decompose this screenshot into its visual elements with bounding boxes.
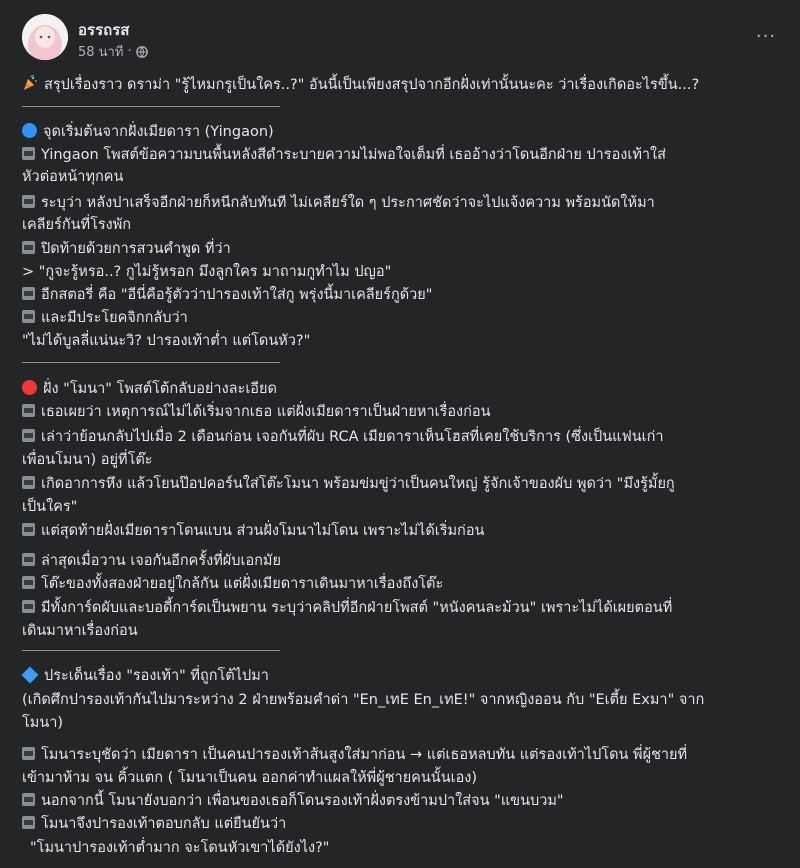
section1-title: [22, 121, 274, 143]
section2-text-2a: เล่าว่าย้อนกลับไปเมื่อ 2 เดือนก่อน เจอกันที่ผับ RCA เมียดาราเห็นโฮสที่เคยใช้บริการ (ซึ่งเป็นแฟนเก่า: [41, 429, 664, 445]
section2-bullet-2: [22, 426, 664, 448]
author-avatar[interactable]: [22, 14, 68, 60]
globe-icon: [136, 46, 148, 58]
section2-text-6: โต๊ะของทั้งสองฝ่ายอยู่ใกล้กัน แต่ฝั่งเมียดาราเดินมาหาเรื่องถึงโต๊ะ: [41, 576, 444, 592]
post-meta: [78, 41, 148, 62]
section1-title-text: จุดเริ่มต้นจากฝั่งเมียดารา (Yingaon): [43, 124, 274, 140]
section1-bullet-3: [22, 238, 231, 260]
author-name[interactable]: อรรถรส: [78, 21, 130, 39]
section1-bullet-1: [22, 144, 666, 166]
square-bullet-icon: [22, 600, 35, 613]
section3-title-text: ประเด็นเรื่อง "รองเท้า" ที่ถูกโต้ไปมา: [44, 668, 269, 684]
divider-1: [22, 106, 280, 107]
section3-line-1: (เกิดศึกปารองเท้ากันไปมาระหว่าง 2 ฝ่ายพร้อมคำด่า "En_เทE En_เทE!" จากหญิงออน กับ "Eเตี้ย Exมา" จาก: [22, 692, 705, 708]
red-circle-icon: [22, 380, 37, 395]
section3-bullet-1: [22, 744, 687, 766]
square-bullet-icon: [22, 553, 35, 566]
section2-bullet-5: [22, 550, 281, 572]
blue-diamond-icon: [22, 667, 39, 684]
party-popper-icon: [22, 75, 38, 91]
section3-title: [22, 665, 269, 687]
section3-quote: "โมนาปารองเท้าต่ำมาก จะโดนหัวเขาได้ยังไง?": [30, 840, 330, 856]
square-bullet-icon: [22, 310, 35, 323]
section2-bullet-2b: เพื่อนโมนา) อยู่ที่โต๊ะ: [22, 452, 153, 468]
section3-text-3: นอกจากนี้ โมนายังบอกว่า เพื่อนของเธอก็โดนรองเท้าฝั่งตรงข้ามปาใส่จน "แขนบวม": [41, 793, 564, 809]
square-bullet-icon: [22, 147, 35, 160]
square-bullet-icon: [22, 747, 35, 760]
section2-bullet-6: [22, 573, 443, 595]
meta-separator: ·: [127, 44, 132, 59]
section3-line-1b: โมนา): [22, 715, 64, 731]
square-bullet-icon: [22, 195, 35, 208]
square-bullet-icon: [22, 476, 35, 489]
post-time[interactable]: 58 นาที: [78, 45, 124, 60]
square-bullet-icon: [22, 404, 35, 417]
section2-text-4: แต่สุดท้ายฝั่งเมียดาราโดนแบน ส่วนฝั่งโมนาไม่โดน เพราะไม่ได้เริ่มก่อน: [41, 523, 485, 539]
section3-text-2a: โมนาระบุชัดว่า เมียดารา เป็นคนปารองเท้าส้นสูงใส่มาก่อน → แต่เธอหลบทัน แต่รองเท้าไปโดน พี่ผู้ชายที่: [41, 747, 688, 763]
square-bullet-icon: [22, 523, 35, 536]
section2-bullet-3b: เป็นใคร": [22, 499, 78, 515]
more-options-button[interactable]: ···: [755, 25, 777, 47]
post-header: [22, 14, 792, 64]
section2-text-7a: มีทั้งการ์ดผับและบอดี้การ์ดเป็นพยาน ระบุว่าคลิปที่อีกฝ่ายโพสต์ "หนังคนละม้วน" เพราะไม่ได้เผยตอนที่: [41, 600, 673, 616]
intro-text: สรุปเรื่องราว ดราม่า "รู้ไหมกรูเป็นใคร..?" อันนี้เป็นเพียงสรุปจากอีกฝั่งเท่านั้นนะคะ ว่าเรื่องเกิดอะไรขึ้น...?: [44, 77, 700, 93]
blue-circle-icon: [22, 123, 37, 138]
section2-text-5: ล่าสุดเมื่อวาน เจอกันอีกครั้งที่ผับเอกมัย: [41, 553, 281, 569]
section2-bullet-3: [22, 473, 675, 495]
square-bullet-icon: [22, 793, 35, 806]
divider-2: [22, 362, 280, 363]
section2-text-3a: เกิดอาการหึง แล้วโยนป๊อปคอร์นใส่โต๊ะโมนา พร้อมข่มขู่ว่าเป็นคนใหญ่ รู้จักเจ้าของผับ พูดว่า "มึงรู้มั้ยกู: [41, 476, 675, 492]
section1-quote-1: > "กูจะรู้หรอ..? กูไม่รู้หรอก มึงลูกใคร มาถามกูทำไม ปญอ": [22, 264, 392, 280]
square-bullet-icon: [22, 429, 35, 442]
section1-text-3: ปิดท้ายด้วยการสวนคำพูด ที่ว่า: [41, 241, 231, 257]
section2-title: [22, 378, 277, 400]
section1-quote-2: "ไม่ได้บูลลี่แน่นะวิ? ปารองเท้าต่ำ แต่โดนหัว?": [22, 333, 311, 349]
section1-bullet-2: [22, 192, 655, 214]
section3-bullet-1b: เข้ามาห้าม จน คิ้วแตก ( โมนาเป็นคน ออกค่าทำแผลให้พี่ผู้ชายคนนั้นเอง): [22, 770, 478, 786]
section1-text-5: อีกสตอรี่ คือ "อีนี่คือรู้ตัวว่าปารองเท้าใส่กู พรุ่งนี้มาเคลียร์กูด้วย": [41, 287, 433, 303]
square-bullet-icon: [22, 287, 35, 300]
section2-bullet-4: [22, 520, 484, 542]
section1-text-1a: Yingaon โพสต์ข้อความบนพื้นหลังสีดำระบายความไม่พอใจเต็มที่ เธออ้างว่าโดนอีกฝ่าย ปารองเท้าใส่: [41, 147, 666, 163]
section1-bullet-1b: หัวต่อหน้าทุกคน: [22, 169, 124, 185]
section2-title-text: ฝั่ง "โมนา" โพสต์โต้กลับอย่างละเอียด: [43, 381, 277, 397]
section2-bullet-1: [22, 401, 491, 423]
section3-text-4: โมนาจึงปารองเท้าตอบกลับ แต่ยืนยันว่า: [41, 816, 287, 832]
section3-bullet-3: [22, 813, 286, 835]
section1-bullet-5: [22, 307, 188, 329]
square-bullet-icon: [22, 241, 35, 254]
section1-bullet-2b: เคลียร์กันที่โรงพัก: [22, 217, 132, 233]
section2-bullet-7b: เดินมาหาเรื่องก่อน: [22, 623, 138, 639]
section3-bullet-2: [22, 790, 564, 812]
avatar-image: [22, 14, 68, 60]
section1-text-2a: ระบุว่า หลังปาเสร็จอีกฝ่ายก็หนีกลับทันที ไม่เคลียร์ใด ๆ ประกาศชัดว่าจะไปแจ้งความ พร้อมนัดให้มา: [41, 195, 655, 211]
intro-line: [22, 74, 699, 96]
square-bullet-icon: [22, 816, 35, 829]
section2-text-1: เธอเผยว่า เหตุการณ์ไม่ได้เริ่มจากเธอ แต่ฝั่งเมียดาราเป็นฝ่ายหาเรื่องก่อน: [41, 404, 491, 420]
section1-bullet-4: [22, 284, 432, 306]
divider-3: [22, 650, 280, 651]
section2-bullet-7: [22, 597, 672, 619]
section1-text-6: และมีประโยคจิกกลับว่า: [41, 310, 188, 326]
square-bullet-icon: [22, 576, 35, 589]
